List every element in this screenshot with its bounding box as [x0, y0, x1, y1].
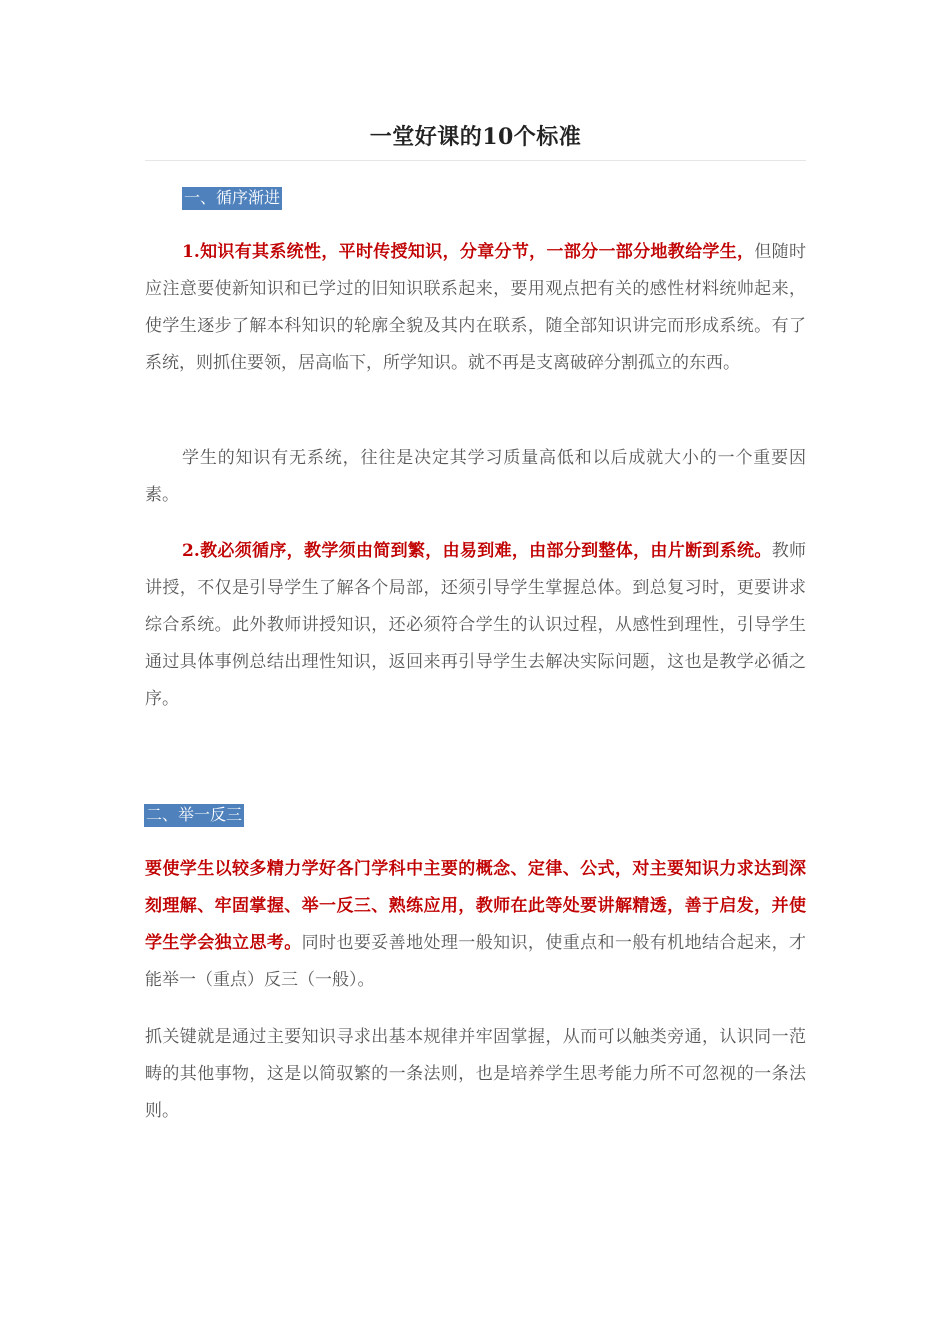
paragraph-2-text: 学生的知识有无系统，往往是决定其学习质量高低和以后成就大小的一个重要因素。: [145, 448, 806, 505]
paragraph-1-text: 但随时应注意要使新知识和已学过的旧知识联系起来，要用观点把有关的感性材料统帅起来，使学生逐步了解本科知识的轮廓全貌及其内在联系，随全部知识讲完而形成系统。有了系统，则抓住要领，居高临下，所学知识。就不再是支离破碎分割孤立的东西。: [145, 242, 807, 373]
section-heading-2: 二、举一反三: [144, 804, 244, 827]
paragraph-3: [145, 533, 806, 718]
paragraph-4-emphasis: 要使学生以较多精力学好各门学科中主要的概念、定律、公式，对主要知识力求达到深刻理解、牢固掌握、举一反三、熟练应用，教师在此等处要讲解精透，善于启发，并使学生学会独立思考。: [145, 859, 806, 953]
title-divider: [145, 160, 806, 161]
paragraph-3-emphasis: 2.教必须循序，教学须由简到繁，由易到难，由部分到整体，由片断到系统。: [182, 541, 772, 561]
paragraph-5-text: 抓关键就是通过主要知识寻求出基本规律并牢固掌握，从而可以触类旁通，认识同一范畴的其他事物，这是以简驭繁的一条法则，也是培养学生思考能力所不可忽视的一条法则。: [145, 1027, 806, 1121]
paragraph-3-text: 教师讲授，不仅是引导学生了解各个局部，还须引导学生掌握总体。到总复习时，更要讲求综合系统。此外教师讲授知识，还必须符合学生的认识过程，从感性到理性，引导学生通过具体事例总结出理性知识，返回来再引导学生去解决实际问题，这也是教学必循之序。: [145, 541, 807, 709]
page-title: 一堂好课的10个标准: [369, 124, 582, 150]
paragraph-5: [145, 1019, 806, 1130]
paragraph-2: [145, 440, 806, 514]
paragraph-4: [145, 851, 806, 999]
paragraph-4-text: 同时也要妥善地处理一般知识，使重点和一般有机地结合起来，才能举一（重点）反三（一般）。: [145, 933, 807, 990]
paragraph-1-emphasis: 1.知识有其系统性，平时传授知识，分章分节，一部分一部分地教给学生，: [182, 242, 755, 262]
section-heading-1: 一、循序渐进: [182, 187, 282, 210]
paragraph-1: [145, 234, 806, 382]
